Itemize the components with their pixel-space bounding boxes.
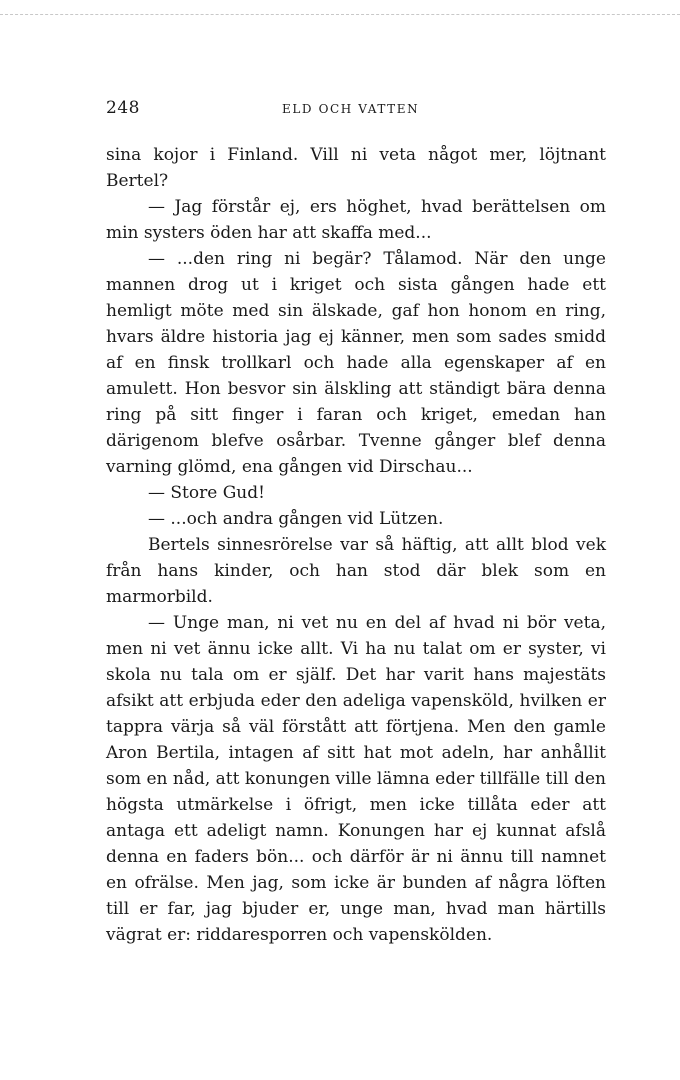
paragraph: Bertels sinnesrörelse var så häftig, att allt blod vek från hans kinder, och han stod där blek som en marmorbild. (106, 535, 606, 607)
body-text (106, 142, 606, 948)
running-title: ELD OCH VATTEN (282, 102, 420, 116)
paragraph: — Store Gud! (148, 483, 265, 503)
scan-top-rule (0, 14, 680, 15)
book-page (106, 98, 606, 948)
paragraph: — ...och andra gången vid Lützen. (148, 509, 444, 529)
page-header (106, 98, 606, 122)
paragraph: sina kojor i Finland. Vill ni veta något mer, löjtnant Bertel? (106, 145, 606, 191)
page-number: 248 (106, 98, 140, 118)
paragraph: — ...den ring ni begär? Tålamod. När den unge mannen drog ut i kriget och sista gången hade ett hemligt möte med sin älskade, gaf hon honom en ring, hvars äldre historia jag ej känner, men som sades smidd af en finsk trollkarl och hade alla egenskaper af en amulett. Hon besvor sin älskling att ständigt bära denna ring på sitt finger i faran och kriget, emedan han därigenom blefve osårbar. Tvenne gånger blef denna varning glömd, ena gången vid Dirschau... (106, 249, 606, 477)
paragraph: — Jag förstår ej, ers höghet, hvad berättelsen om min systers öden har att skaffa med... (106, 197, 606, 243)
paragraph: — Unge man, ni vet nu en del af hvad ni bör veta, men ni vet ännu icke allt. Vi ha nu talat om er syster, vi skola nu tala om er själf. Det har varit hans majestäts afsikt att erbjuda eder den adeliga vapensköld, hvilken er tappra värja så väl förstått att förtjena. Men den gamle Aron Bertila, intagen af sitt hat mot adeln, har anhållit som en nåd, att konungen ville lämna eder tillfälle till den högsta utmärkelse i öfrigt, men icke tillåta eder att antaga ett adeligt namn. Konungen har ej kunnat afslå denna en faders bön... och därför är ni ännu till namnet en ofrälse. Men jag, som icke är bunden af några löften till er far, jag bjuder er, unge man, hvad man härtills vägrat er: riddaresporren och vapenskölden. (106, 613, 606, 945)
